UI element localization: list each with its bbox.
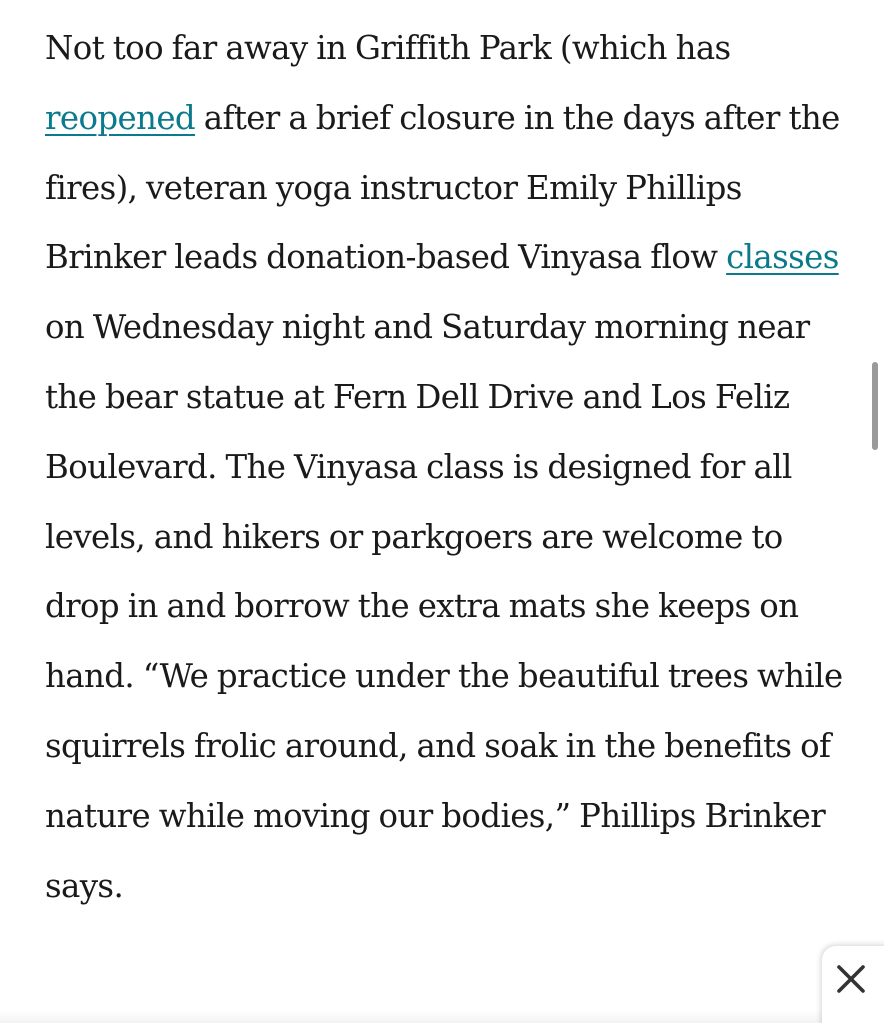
reopened-link[interactable]: reopened — [45, 98, 196, 137]
close-icon — [832, 960, 870, 998]
article-text-3: on Wednesday night and Saturday morning near the bear statue at Fern Dell Drive and Los Feliz Boulevard. The Vinyasa class is designed for all levels, and hikers or parkgoers are welcome to drop in and borrow the extra mats she keeps on hand. “We practice under the beautiful trees while squirrels frolic around, and soak in the benefits of nature while moving our bodies,” Phillips Brinker says. — [45, 308, 843, 905]
close-button[interactable] — [822, 946, 884, 1023]
article-text-2: after a brief closure in the days after the fires), veteran yoga instructor Emily Phillips Brinker leads donation-based Vinyasa flow — [45, 98, 840, 277]
bottom-edge — [0, 1010, 884, 1023]
article-paragraph — [45, 14, 857, 921]
scrollbar-thumb[interactable] — [872, 362, 878, 450]
classes-link[interactable]: classes — [726, 238, 839, 277]
article-text-1: Not too far away in Griffith Park (which has — [45, 29, 731, 67]
